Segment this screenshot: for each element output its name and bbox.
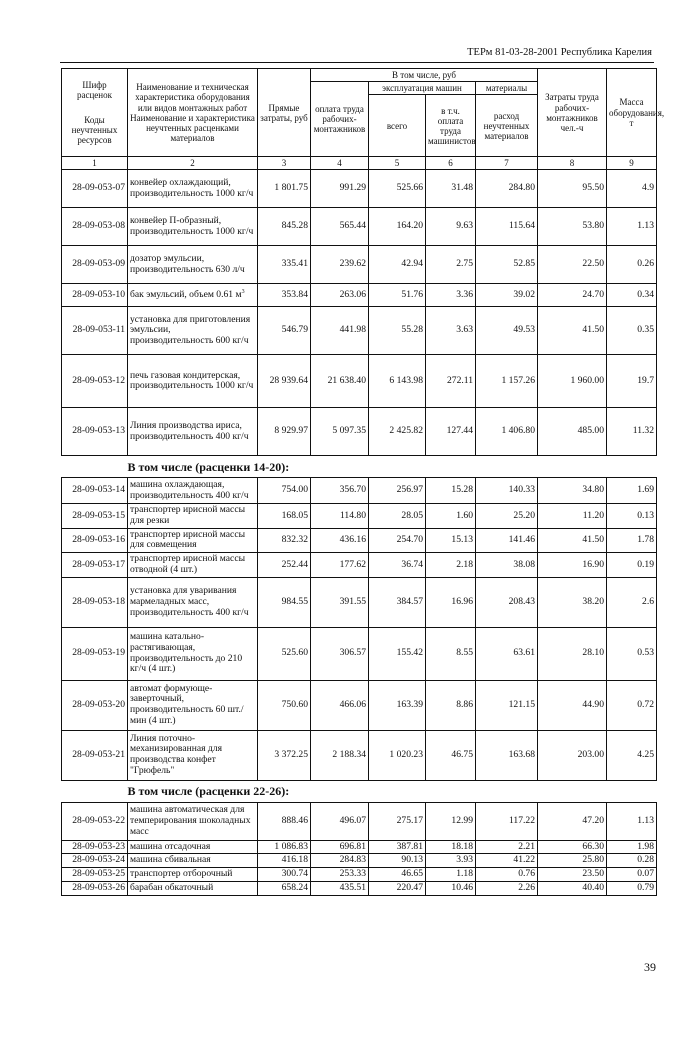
row-machine-labor-cost: 46.75: [426, 730, 476, 780]
row-code: 28-09-053-11: [62, 307, 128, 355]
row-name: транспортер отборочный: [128, 868, 258, 882]
header-incl: В том числе, руб: [311, 69, 538, 82]
row-materials-cost: 141.46: [476, 528, 538, 552]
row-direct-cost: 8 929.97: [258, 408, 311, 456]
section-title: В том числе (расценки 14-20):: [62, 456, 657, 478]
row-machine-labor-cost: 31.48: [426, 170, 476, 208]
row-materials-cost: 208.43: [476, 577, 538, 627]
table-row: [62, 246, 657, 284]
table-row: [62, 868, 657, 882]
row-labor-hours: 16.90: [538, 553, 607, 577]
row-direct-cost: 888.46: [258, 802, 311, 840]
header-labor-hours: Затраты труда рабочих-монтажников чел.-ч: [538, 69, 607, 157]
row-name: Линия поточно-механизированная для производства конфет "Грюфель": [128, 730, 258, 780]
row-code: 28-09-053-21: [62, 730, 128, 780]
row-labor-cost: 435.51: [311, 881, 369, 895]
row-name: машина отсадочная: [128, 840, 258, 854]
row-materials-cost: 284.80: [476, 170, 538, 208]
row-direct-cost: 984.55: [258, 577, 311, 627]
table-row: [62, 408, 657, 456]
table-row: [62, 170, 657, 208]
row-labor-hours: 11.20: [538, 504, 607, 528]
row-machine-labor-cost: 9.63: [426, 208, 476, 246]
row-labor-cost: 696.81: [311, 840, 369, 854]
table-row: [62, 577, 657, 627]
header-mass: Масса оборудования, т: [607, 69, 657, 157]
row-machine-labor-cost: 10.46: [426, 881, 476, 895]
row-materials-cost: 1 406.80: [476, 408, 538, 456]
row-labor-hours: 203.00: [538, 730, 607, 780]
table-row: [62, 854, 657, 868]
row-machine-labor-cost: 1.60: [426, 504, 476, 528]
row-code: 28-09-053-22: [62, 802, 128, 840]
header-direct: Прямые затраты, руб: [258, 69, 311, 157]
row-code: 28-09-053-16: [62, 528, 128, 552]
row-name: транспортер ирисной массы для совмещения: [128, 528, 258, 552]
row-mass: 0.07: [607, 868, 657, 882]
row-labor-hours: 47.20: [538, 802, 607, 840]
row-materials-cost: 2.21: [476, 840, 538, 854]
header-code-cell: [62, 69, 128, 157]
row-materials-cost: 25.20: [476, 504, 538, 528]
row-machine-cost: 28.05: [369, 504, 426, 528]
row-labor-hours: 24.70: [538, 284, 607, 307]
row-mass: 0.35: [607, 307, 657, 355]
row-labor-cost: 991.29: [311, 170, 369, 208]
row-direct-cost: 252.44: [258, 553, 311, 577]
row-materials-cost: 0.76: [476, 868, 538, 882]
row-labor-cost: 565.44: [311, 208, 369, 246]
row-direct-cost: 1 801.75: [258, 170, 311, 208]
row-labor-cost: 263.06: [311, 284, 369, 307]
row-name: установка для уваривания мармеладных масс, производительность 400 кг/ч: [128, 577, 258, 627]
header-materials-group: материалы: [476, 82, 538, 95]
row-direct-cost: 3 372.25: [258, 730, 311, 780]
row-direct-cost: 353.84: [258, 284, 311, 307]
row-labor-cost: 21 638.40: [311, 355, 369, 408]
row-mass: 0.26: [607, 246, 657, 284]
row-machine-cost: 256.97: [369, 478, 426, 504]
column-number: 9: [607, 157, 657, 170]
row-name: установка для приготовления эмульсии, производительность 600 кг/ч: [128, 307, 258, 355]
row-machine-cost: 525.66: [369, 170, 426, 208]
row-mass: 2.6: [607, 577, 657, 627]
row-labor-cost: 496.07: [311, 802, 369, 840]
row-labor-cost: 436.16: [311, 528, 369, 552]
row-code: 28-09-053-14: [62, 478, 128, 504]
row-machine-cost: 254.70: [369, 528, 426, 552]
row-direct-cost: 754.00: [258, 478, 311, 504]
rates-table: [61, 68, 665, 896]
row-materials-cost: 63.61: [476, 627, 538, 680]
row-machine-cost: 384.57: [369, 577, 426, 627]
table-row: [62, 680, 657, 730]
table-row: [62, 478, 657, 504]
row-materials-cost: 39.02: [476, 284, 538, 307]
header-name-sub: Наименование и характеристика неучтенных расценками материалов: [130, 112, 255, 143]
row-name: [128, 284, 258, 307]
row-machine-cost: 36.74: [369, 553, 426, 577]
row-labor-hours: 44.90: [538, 680, 607, 730]
row-machine-labor-cost: 127.44: [426, 408, 476, 456]
table-row: [62, 528, 657, 552]
table-row: [62, 284, 657, 307]
row-machine-labor-cost: 2.75: [426, 246, 476, 284]
row-machine-cost: 55.28: [369, 307, 426, 355]
row-mass: 0.34: [607, 284, 657, 307]
row-labor-cost: 441.98: [311, 307, 369, 355]
row-name: машина охлаждающая, производительность 400 кг/ч: [128, 478, 258, 504]
row-machine-cost: 2 425.82: [369, 408, 426, 456]
row-machine-labor-cost: 3.36: [426, 284, 476, 307]
page-number: 39: [644, 960, 656, 974]
column-number: 8: [538, 157, 607, 170]
row-mass: 4.25: [607, 730, 657, 780]
row-name: транспортер ирисной массы для резки: [128, 504, 258, 528]
row-mass: 19.7: [607, 355, 657, 408]
table-row: [62, 881, 657, 895]
row-code: 28-09-053-13: [62, 408, 128, 456]
row-name: автомат формующе-заверточный, производительность 60 шт./мин (4 шт.): [128, 680, 258, 730]
row-mass: 1.69: [607, 478, 657, 504]
row-name: машина сбивальная: [128, 854, 258, 868]
row-materials-cost: 115.64: [476, 208, 538, 246]
row-code: 28-09-053-12: [62, 355, 128, 408]
row-machine-cost: 42.94: [369, 246, 426, 284]
row-labor-hours: 40.40: [538, 881, 607, 895]
row-mass: 1.98: [607, 840, 657, 854]
row-machine-cost: 6 143.98: [369, 355, 426, 408]
row-mass: 0.72: [607, 680, 657, 730]
row-name: конвейер охлаждающий, производительность 1000 кг/ч: [128, 170, 258, 208]
table-row: [62, 208, 657, 246]
row-labor-hours: 34.80: [538, 478, 607, 504]
row-labor-cost: 5 097.35: [311, 408, 369, 456]
column-number: 6: [426, 157, 476, 170]
column-number: 7: [476, 157, 538, 170]
row-labor-cost: 284.83: [311, 854, 369, 868]
row-machine-cost: 163.39: [369, 680, 426, 730]
row-machine-labor-cost: 8.55: [426, 627, 476, 680]
row-labor-cost: 2 188.34: [311, 730, 369, 780]
row-materials-cost: 52.85: [476, 246, 538, 284]
row-machine-labor-cost: 15.13: [426, 528, 476, 552]
row-machine-labor-cost: 2.18: [426, 553, 476, 577]
row-machine-labor-cost: 16.96: [426, 577, 476, 627]
row-name: транспортер ирисной массы отводной (4 шт.): [128, 553, 258, 577]
header-code: Шифр расценок: [77, 80, 112, 101]
row-code: 28-09-053-20: [62, 680, 128, 730]
row-materials-cost: 49.53: [476, 307, 538, 355]
row-direct-cost: 658.24: [258, 881, 311, 895]
row-labor-cost: 253.33: [311, 868, 369, 882]
row-labor-hours: 53.80: [538, 208, 607, 246]
row-labor-cost: 177.62: [311, 553, 369, 577]
row-code: 28-09-053-17: [62, 553, 128, 577]
header-materials: расход неучтенных материалов: [476, 95, 538, 157]
row-labor-hours: 38.20: [538, 577, 607, 627]
row-name-superscript: 3: [241, 289, 245, 296]
row-code: 28-09-053-18: [62, 577, 128, 627]
header-labor: оплата труда рабочих-монтажников: [311, 82, 369, 157]
header-machine-labor: в т.ч. оплата труда машинистов: [426, 95, 476, 157]
table-row: [62, 307, 657, 355]
header-name: Наименование и техническая характеристика оборудования или видов монтажных работ: [135, 82, 250, 113]
row-machine-cost: 164.20: [369, 208, 426, 246]
row-code: 28-09-053-23: [62, 840, 128, 854]
row-mass: 1.78: [607, 528, 657, 552]
row-code: 28-09-053-26: [62, 881, 128, 895]
column-number: 5: [369, 157, 426, 170]
row-machine-cost: 220.47: [369, 881, 426, 895]
row-labor-cost: 391.55: [311, 577, 369, 627]
row-direct-cost: 335.41: [258, 246, 311, 284]
header-machine-group: эксплуатация машин: [369, 82, 476, 95]
table-row: [62, 840, 657, 854]
row-direct-cost: 168.05: [258, 504, 311, 528]
row-labor-cost: 356.70: [311, 478, 369, 504]
row-materials-cost: 140.33: [476, 478, 538, 504]
row-machine-labor-cost: 8.86: [426, 680, 476, 730]
row-mass: 1.13: [607, 802, 657, 840]
row-direct-cost: 525.60: [258, 627, 311, 680]
header-rule: [60, 62, 654, 63]
row-machine-cost: 51.76: [369, 284, 426, 307]
section-row: [62, 456, 657, 478]
row-name: конвейер П-образный, производительность 1000 кг/ч: [128, 208, 258, 246]
row-code: 28-09-053-09: [62, 246, 128, 284]
row-materials-cost: 41.22: [476, 854, 538, 868]
row-materials-cost: 121.15: [476, 680, 538, 730]
row-labor-hours: 28.10: [538, 627, 607, 680]
row-machine-cost: 275.17: [369, 802, 426, 840]
column-number: 3: [258, 157, 311, 170]
row-direct-cost: 750.60: [258, 680, 311, 730]
row-code: 28-09-053-15: [62, 504, 128, 528]
table-row: [62, 730, 657, 780]
row-machine-labor-cost: 3.63: [426, 307, 476, 355]
row-labor-hours: 25.80: [538, 854, 607, 868]
row-materials-cost: 38.08: [476, 553, 538, 577]
row-labor-hours: 66.30: [538, 840, 607, 854]
row-materials-cost: 117.22: [476, 802, 538, 840]
row-labor-hours: 41.50: [538, 307, 607, 355]
header-machine-total: всего: [369, 95, 426, 157]
row-mass: 0.13: [607, 504, 657, 528]
column-number: 4: [311, 157, 369, 170]
row-machine-cost: 387.81: [369, 840, 426, 854]
row-code: 28-09-053-24: [62, 854, 128, 868]
row-direct-cost: 300.74: [258, 868, 311, 882]
row-machine-labor-cost: 272.11: [426, 355, 476, 408]
table-row: [62, 504, 657, 528]
table-row: [62, 355, 657, 408]
row-name: машина катально-растягивающая, производительность до 210 кг/ч (4 шт.): [128, 627, 258, 680]
table-body: [62, 170, 657, 895]
row-mass: 11.32: [607, 408, 657, 456]
row-labor-hours: 1 960.00: [538, 355, 607, 408]
row-labor-cost: 466.06: [311, 680, 369, 730]
row-name: дозатор эмульсии, производительность 630 л/ч: [128, 246, 258, 284]
row-machine-labor-cost: 18.18: [426, 840, 476, 854]
section-title: В том числе (расценки 22-26):: [62, 780, 657, 802]
row-labor-hours: 23.50: [538, 868, 607, 882]
row-direct-cost: 546.79: [258, 307, 311, 355]
row-code: 28-09-053-19: [62, 627, 128, 680]
column-number: 1: [62, 157, 128, 170]
row-name: Линия производства ириса, производительность 400 кг/ч: [128, 408, 258, 456]
section-row: [62, 780, 657, 802]
row-machine-cost: 46.65: [369, 868, 426, 882]
row-machine-labor-cost: 12.99: [426, 802, 476, 840]
row-name: печь газовая кондитерская, производительность 1000 кг/ч: [128, 355, 258, 408]
row-labor-cost: 306.57: [311, 627, 369, 680]
row-labor-hours: 41.50: [538, 528, 607, 552]
row-direct-cost: 832.32: [258, 528, 311, 552]
row-name: барабан обкаточный: [128, 881, 258, 895]
row-mass: 0.53: [607, 627, 657, 680]
row-machine-labor-cost: 3.93: [426, 854, 476, 868]
page-header: ТЕРм 81-03-28-2001 Республика Карелия: [467, 47, 652, 58]
table-row: [62, 802, 657, 840]
row-labor-hours: 22.50: [538, 246, 607, 284]
table-row: [62, 553, 657, 577]
row-direct-cost: 845.28: [258, 208, 311, 246]
row-labor-hours: 485.00: [538, 408, 607, 456]
row-mass: 0.28: [607, 854, 657, 868]
row-mass: 4.9: [607, 170, 657, 208]
row-machine-cost: 155.42: [369, 627, 426, 680]
row-materials-cost: 2.26: [476, 881, 538, 895]
row-code: 28-09-053-07: [62, 170, 128, 208]
row-labor-cost: 114.80: [311, 504, 369, 528]
row-labor-cost: 239.62: [311, 246, 369, 284]
row-mass: 1.13: [607, 208, 657, 246]
row-machine-labor-cost: 1.18: [426, 868, 476, 882]
row-direct-cost: 416.18: [258, 854, 311, 868]
row-name: машина автоматическая для темперирования шоколадных масс: [128, 802, 258, 840]
row-code: 28-09-053-08: [62, 208, 128, 246]
row-materials-cost: 1 157.26: [476, 355, 538, 408]
row-direct-cost: 28 939.64: [258, 355, 311, 408]
row-name-text: бак эмульсий, объем 0.61 м: [130, 289, 242, 301]
row-machine-cost: 1 020.23: [369, 730, 426, 780]
row-machine-labor-cost: 15.28: [426, 478, 476, 504]
header-resource-codes: Коды неучтенных ресурсов: [71, 114, 118, 145]
header-name-cell: [128, 69, 258, 157]
row-materials-cost: 163.68: [476, 730, 538, 780]
column-number: 2: [128, 157, 258, 170]
row-direct-cost: 1 086.83: [258, 840, 311, 854]
row-machine-cost: 90.13: [369, 854, 426, 868]
row-mass: 0.79: [607, 881, 657, 895]
row-labor-hours: 95.50: [538, 170, 607, 208]
table-row: [62, 627, 657, 680]
row-mass: 0.19: [607, 553, 657, 577]
row-code: 28-09-053-25: [62, 868, 128, 882]
row-code: 28-09-053-10: [62, 284, 128, 307]
column-number-row: [62, 157, 657, 170]
